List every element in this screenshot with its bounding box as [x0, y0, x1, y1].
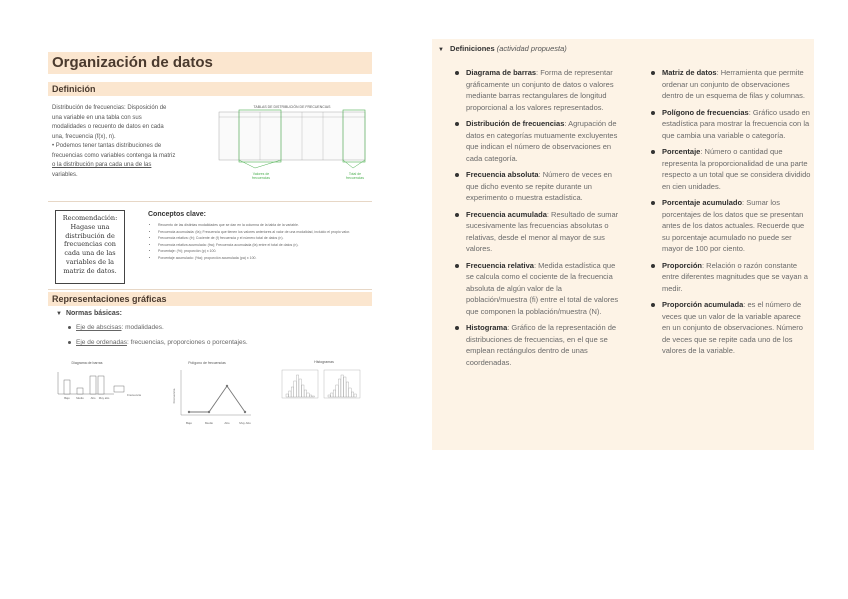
def-line: frecuencias como variables contenga la matriz [52, 152, 176, 159]
list-item: Proporción: Relación o razón constante entre diferentes magnitudes que se vayan a medir. [651, 260, 811, 295]
histogram-bar [351, 392, 353, 397]
histogram-bar [291, 387, 293, 397]
list-item: Frecuencia acumulada: Resultado de sumar sucesivamente las frecuencias absolutas o relativas, desde el menor al mayor de sus valores. [455, 209, 620, 255]
table-right-label: frecuencias [346, 176, 364, 180]
tick-label: Bajo [185, 421, 193, 425]
list-item: Frecuencia absoluta: Número de veces en que dicho evento se repite durante un experimento o muestra estadística. [455, 169, 620, 204]
histogram-bar [338, 379, 340, 397]
histogram-bar [328, 395, 330, 397]
histogram-example [280, 360, 370, 405]
normas-title-text: Normas básicas: [65, 310, 122, 317]
polygon-point [244, 411, 246, 413]
recomendacion-box [55, 210, 125, 284]
bar-chart-example [52, 360, 147, 405]
panel-title-bold: Definiciones [450, 44, 495, 53]
chart-title: Diagrama de barras [71, 361, 103, 365]
def-line: • Podemos tener tantas distribuciones de [52, 143, 162, 149]
reco-line: Recomendación: [62, 214, 118, 222]
axis-label: Frecuencia [127, 393, 141, 397]
tick-label: Alto [90, 396, 96, 400]
def-line: variables. [52, 171, 78, 178]
polygon-point [208, 411, 210, 413]
list-item: Histograma: Gráfico de la representación de distribuciones de frecuencias, en el que se emplean rectángulos dentro de unas coordenadas. [455, 322, 620, 368]
list-item: • Frecuencia relativa acumulada: (fra); Frecuencia acumulada (fa) entre el total de datos (n). [158, 242, 378, 249]
list-item: Matriz de datos: Herramienta que permite ordenar un conjunto de observaciones dentro de un esquema de filas y columnas. [651, 67, 811, 102]
conceptos-list [150, 222, 378, 261]
tick-label: Alto [224, 421, 230, 425]
histogram-bar [294, 381, 296, 397]
reco-line: cada una de las [64, 249, 116, 258]
reco-line: Hagase una [70, 222, 110, 231]
polygon-point [226, 385, 228, 387]
tick-label: Bajo [64, 396, 70, 400]
definicion-header: Definición [48, 82, 372, 96]
panel-title-italic: (actividad propuesta) [496, 44, 567, 53]
definicion-text [52, 104, 202, 180]
list-item: • Porcentaje: (%); proporción (p) x 100. [158, 248, 378, 255]
reco-line: matriz de datos. [63, 266, 117, 275]
definiciones-toggle[interactable] [438, 44, 567, 53]
histogram-bar [336, 385, 338, 397]
triangle-down-icon: ▼ [56, 311, 62, 317]
norma-ordenadas [68, 339, 248, 346]
histogram-bar [309, 395, 311, 397]
list-item: Porcentaje acumulado: Sumar los porcentajes de los datos que se presentan antes de los datos actuales. Recuerde que su porcentaje acumulado no puede ser mayor de 100 por ciento. [651, 197, 811, 255]
polygon-point [188, 411, 190, 413]
divider [48, 289, 372, 290]
list-item: Polígono de frecuencias: Gráfico usado en estadística para mostrar la frecuencia con la que cambia una variable o categoría. [651, 107, 811, 142]
bar [64, 380, 70, 394]
norma-abscisas [68, 324, 164, 331]
histogram-bar [296, 375, 298, 397]
list-item: Frecuencia relativa: Medida estadística que se calcula como el cociente de la frecuencia absoluta de algún valor de la población/muestra (fi) entre el total de valores que componen la población/muestra (N). [455, 260, 620, 318]
histogram-bar [286, 394, 288, 397]
histogram-bar [354, 394, 356, 397]
chart-title: Polígono de frecuencias [188, 361, 226, 365]
legend-box [114, 386, 124, 392]
frequency-table-image [215, 104, 369, 182]
norma-lead: Eje de abscisas [76, 324, 122, 331]
def-line: una, frecuencia (f(x), n). [52, 133, 116, 140]
tick-label: Medio [204, 421, 214, 425]
definiciones-col-2 [651, 67, 811, 362]
histogram-bar [299, 379, 301, 397]
def-line: modalidades o recuento de datos en cada [52, 124, 164, 130]
reco-line: variables de la [65, 257, 115, 266]
histogram-bar [304, 390, 306, 397]
definiciones-col-1 [455, 67, 620, 373]
axis-label: Frecuencia [172, 388, 176, 404]
histogram-bar [302, 385, 304, 397]
histogram-bar [346, 382, 348, 397]
histogram-bar [331, 393, 333, 397]
list-item: Diagrama de barras: Forma de representar gráficamente un conjunto de datos o valores mediante barras rectangulares de longitud proporcional a los valores representados. [455, 67, 620, 113]
norma-rest: : frecuencias, proporciones o porcentajes. [126, 339, 248, 346]
tick-label: Muy alto [98, 396, 110, 400]
bar [98, 376, 104, 394]
table-left-label: Valores de [252, 172, 270, 176]
normas-toggle[interactable] [56, 310, 122, 317]
list-item: Distribución de frecuencias: Agrupación de datos en categorías mutuamente excluyentes que indican el número de observaciones en cada categoría. [455, 118, 620, 164]
polygon-line [189, 386, 245, 412]
bullet-icon [68, 326, 71, 329]
list-item: • Recuento de las distintas modalidades que se dan en la columna de la tabla de la variable. [158, 222, 378, 229]
histogram-bar [289, 391, 291, 397]
chart-title: Histogramas [314, 360, 334, 364]
histogram-bar [307, 393, 309, 397]
bullet-icon [68, 341, 71, 344]
reco-line: distribución de [65, 231, 115, 240]
histogram-bar [344, 377, 346, 397]
histogram-bar [312, 396, 314, 397]
page-title: Organización de datos [48, 52, 372, 74]
list-item: Proporción acumulada: es el número de veces que un valor de la variable aparece en un conjunto de observaciones. Número de veces que se repite cada uno de los valores de la variable. [651, 299, 811, 357]
table-title: TABLAS DE DISTRIBUCIÓN DE FRECUENCIAS [253, 105, 331, 109]
list-item: • Porcentaje acumulado: (%a); proporción acumulada (pa) x 100. [158, 255, 378, 262]
def-line: o la distribución para cada una de las [52, 162, 152, 168]
list-item: Porcentaje: Número o cantidad que representa la proporcionalidad de una parte respecto a un total que se considera dividido en cien unidades. [651, 146, 811, 192]
tick-label: Medio [76, 396, 84, 400]
table-right-label: Total de [348, 172, 362, 176]
histogram-bar [349, 388, 351, 397]
list-item: • Frecuencia relativa: (fr); Cociente de (f) frecuencia y el número total de datos (n). [158, 235, 378, 242]
conceptos-title: Conceptos clave: [148, 211, 206, 218]
norma-rest: : modalidades. [121, 324, 164, 331]
bar [77, 388, 83, 394]
reco-line: frecuencias con [64, 240, 116, 249]
def-line: Distribución de frecuencias: Disposición de [52, 105, 167, 111]
tick-label: Muy Alto [239, 421, 251, 425]
list-item: • Frecuencia acumulada: (fa); Frecuencia que tienen los valores anteriores al valor de una modalidad, incluido el propio valor. [158, 229, 378, 236]
divider [48, 201, 372, 202]
triangle-down-icon: ▼ [438, 47, 444, 53]
bar [90, 376, 96, 394]
representaciones-header: Representaciones gráficas [48, 292, 372, 306]
table-left-label: frecuencias [252, 176, 270, 180]
histogram-bar [333, 390, 335, 397]
norma-lead: Eje de ordenadas [76, 339, 127, 346]
histogram-bar [341, 375, 343, 397]
def-line: una variable en una tabla con sus [52, 114, 142, 121]
frequency-polygon-example [167, 360, 272, 435]
